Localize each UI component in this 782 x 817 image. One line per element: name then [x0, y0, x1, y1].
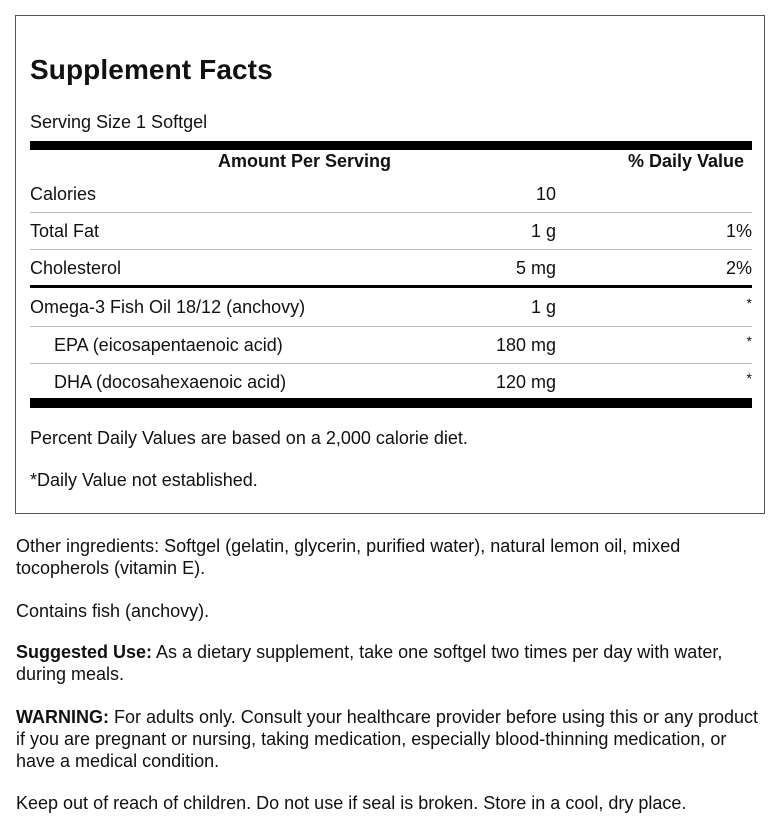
nutrient-daily-value: 2% [725, 258, 752, 278]
section-rule [30, 285, 752, 288]
panel-title: Supplement Facts [30, 54, 273, 85]
other-ingredients: Other ingredients: Softgel (gelatin, glycerin, purified water), natural lemon oil, mixed tocopherols (vitamin E). [16, 536, 681, 578]
nutrient-name: DHA (docosahexaenoic acid) [54, 372, 287, 392]
nutrient-amount: 120 mg [495, 372, 556, 392]
not-established-footnote: *Daily Value not established. [30, 470, 258, 490]
daily-value-footnote: Percent Daily Values are based on a 2,000 calorie diet. [30, 428, 468, 448]
warning-label: WARNING: [16, 707, 109, 727]
facts-row-cholesterol [30, 249, 752, 287]
nutrient-amount: 5 mg [515, 258, 556, 278]
facts-row-dha [30, 363, 752, 401]
suggested-use-text: As a dietary supplement, take one softgel two times per day with water, during meals. [16, 642, 723, 684]
warning-text: For adults only. Consult your healthcare provider before using this or any product if you are pregnant or nursing, taking medication, especially blood-thinning medication, or have a medical condition. [16, 707, 759, 771]
supplement-facts-panel [15, 15, 765, 514]
nutrient-daily-value: * [746, 333, 752, 349]
allergen-statement: Contains fish (anchovy). [16, 601, 210, 621]
top-rule [30, 141, 752, 150]
facts-row-total-fat [30, 212, 752, 250]
nutrient-amount: 1 g [530, 297, 556, 317]
nutrient-name: Calories [30, 184, 97, 204]
suggested-use [16, 641, 766, 685]
bottom-rule [30, 398, 752, 408]
nutrient-daily-value: * [746, 370, 752, 386]
nutrient-name: Omega-3 Fish Oil 18/12 (anchovy) [30, 297, 306, 317]
facts-row-calories [30, 176, 752, 213]
storage-instructions: Keep out of reach of children. Do not use if seal is broken. Store in a cool, dry place. [16, 793, 687, 813]
suggested-use-label: Suggested Use: [16, 642, 153, 662]
nutrient-amount: 10 [535, 184, 556, 204]
warning [16, 706, 766, 772]
daily-value-header: % Daily Value [627, 151, 744, 171]
nutrient-name: Cholesterol [30, 258, 122, 278]
nutrient-daily-value: * [746, 295, 752, 311]
nutrient-daily-value: 1% [725, 221, 752, 241]
nutrient-amount: 180 mg [495, 335, 556, 355]
nutrient-amount: 1 g [530, 221, 556, 241]
amount-per-serving-header: Amount Per Serving [218, 151, 392, 171]
facts-row-omega-3 [30, 289, 752, 326]
facts-row-epa [30, 326, 752, 364]
nutrient-name: EPA (eicosapentaenoic acid) [54, 335, 283, 355]
nutrient-name: Total Fat [30, 221, 100, 241]
facts-header-row [30, 150, 752, 174]
serving-size: Serving Size 1 Softgel [30, 112, 208, 132]
